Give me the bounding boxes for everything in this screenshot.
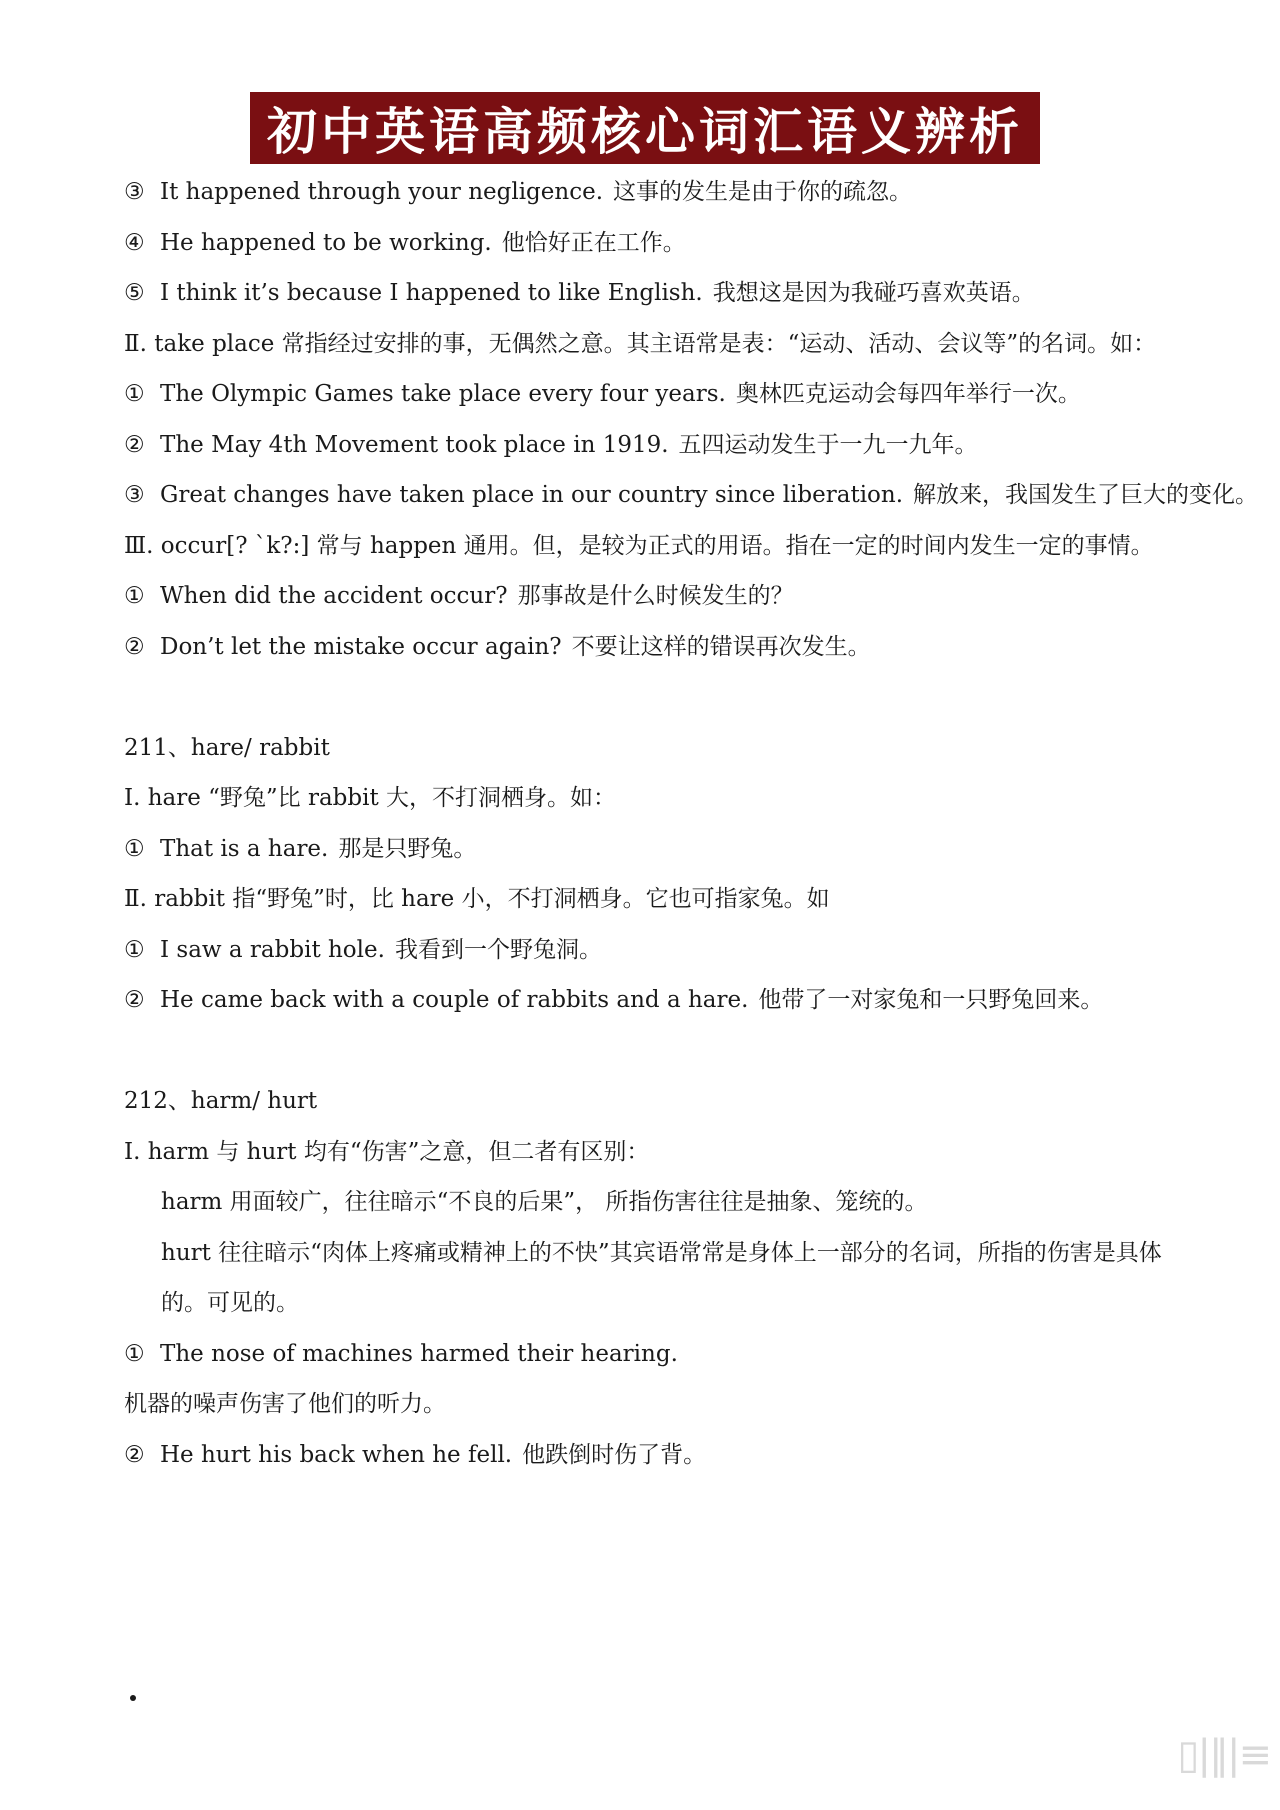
example-number: ② [124, 987, 145, 1013]
example-number: ① [124, 835, 145, 862]
example-line [124, 622, 1169, 673]
example-number: ② [124, 431, 145, 458]
english-sentence: He came back with a couple of rabbits and a hare. [160, 987, 749, 1013]
english-sentence: The Olympic Games take place every four years. [160, 381, 726, 407]
chinese-translation: 我看到一个野兔洞。 [394, 936, 602, 963]
chinese-translation: 那是只野兔。 [338, 835, 477, 862]
example-number: ⑤ [124, 280, 145, 306]
english-sentence: When did the accident occur? [160, 583, 508, 609]
example-line [124, 420, 1169, 471]
paragraph-line: Ⅰ. hare “野兔”比 rabbit 大，不打洞栖身。如： [124, 785, 617, 811]
example-line [124, 925, 1169, 976]
example-line [124, 571, 1169, 622]
watermark-logo: ▯|‖|≡ [1177, 1732, 1270, 1778]
example-number: ③ [124, 482, 145, 508]
example-line [124, 268, 1169, 319]
paragraph-gap [124, 1026, 1169, 1077]
example-line [124, 1430, 1169, 1481]
english-sentence: He hurt his back when he fell. [160, 1441, 513, 1468]
example-line [124, 218, 1169, 269]
example-line [124, 824, 1169, 875]
example-line [124, 470, 1259, 521]
paragraph-line: Ⅲ. occur[? `k?:] 常与 happen 通用。但，是较为正式的用语。指在一定的时间内发生一定的事情。 [124, 532, 1154, 559]
paragraph-gap [124, 672, 1169, 723]
chinese-translation: 奥林匹克运动会每四年举行一次。 [735, 381, 1081, 407]
chinese-translation: 他带了一对家兔和一只野兔回来。 [758, 987, 1104, 1013]
chinese-translation: 不要让这样的错误再次发生。 [571, 633, 871, 660]
bullet-dot [130, 1695, 136, 1701]
english-sentence: The May 4th Movement took place in 1919. [160, 431, 669, 458]
document-body [124, 167, 1259, 1480]
english-sentence: It happened through your negligence. [160, 179, 604, 205]
example-number: ① [124, 936, 145, 963]
example-number: ① [124, 381, 145, 407]
example-number: ② [124, 633, 145, 660]
example-number: ① [124, 1340, 145, 1367]
english-sentence: Great changes have taken place in our country since liberation. [160, 482, 904, 508]
paragraph-line: Ⅱ. take place 常指经过安排的事，无偶然之意。其主语常是表：“运动、活动、会议等”的名词。如： [124, 330, 1157, 357]
example-line [124, 975, 1169, 1026]
chinese-translation: 他恰好正在工作。 [501, 229, 686, 256]
example-number: ① [124, 583, 145, 609]
example-line [124, 167, 1169, 218]
chinese-translation: 解放来，我国发生了巨大的变化。 [913, 482, 1259, 508]
english-sentence: I saw a rabbit hole. [160, 936, 385, 963]
english-sentence: He happened to be working. [160, 229, 492, 256]
example-number: ② [124, 1441, 145, 1468]
chinese-translation: 五四运动发生于一九一九年。 [678, 431, 978, 458]
paragraph-line: Ⅱ. rabbit 指“野兔”时，比 hare 小，不打洞栖身。它也可指家兔。如 [124, 886, 830, 912]
indented-paragraph: hurt 往往暗示“肉体上疼痛或精神上的不快”其宾语常常是身体上一部分的名词，所指的伤害是具体的。可见的。 [161, 1239, 1162, 1316]
chinese-translation: 那事故是什么时候发生的？ [517, 583, 794, 609]
chinese-translation: 这事的发生是由于你的疏忽。 [613, 179, 913, 205]
english-sentence: The nose of machines harmed their hearing. [160, 1340, 678, 1367]
example-number: ③ [124, 179, 145, 205]
english-sentence: That is a hare. [160, 835, 329, 862]
english-sentence: Don’t let the mistake occur again? [160, 633, 562, 660]
example-line [124, 1329, 1169, 1380]
paragraph-line: 212、harm/ hurt [124, 1088, 318, 1114]
page-title-banner [250, 92, 1040, 164]
paragraph-line: 211、hare/ rabbit [124, 734, 330, 761]
page-title: 初中英语高频核心词汇语义辨析 [267, 102, 1023, 161]
paragraph-line: Ⅰ. harm 与 hurt 均有“伤害”之意，但二者有区别： [124, 1138, 650, 1165]
example-number: ④ [124, 229, 145, 256]
paragraph-line: 机器的噪声伤害了他们的听力。 [124, 1391, 446, 1417]
example-line [124, 369, 1169, 420]
english-sentence: I think it’s because I happened to like English. [160, 280, 703, 306]
indented-paragraph: harm 用面较广，往往暗示“不良的后果”， 所指伤害往往是抽象、笼统的。 [161, 1189, 928, 1215]
chinese-translation: 我想这是因为我碰巧喜欢英语。 [712, 280, 1035, 306]
chinese-translation: 他跌倒时伤了背。 [522, 1441, 707, 1468]
